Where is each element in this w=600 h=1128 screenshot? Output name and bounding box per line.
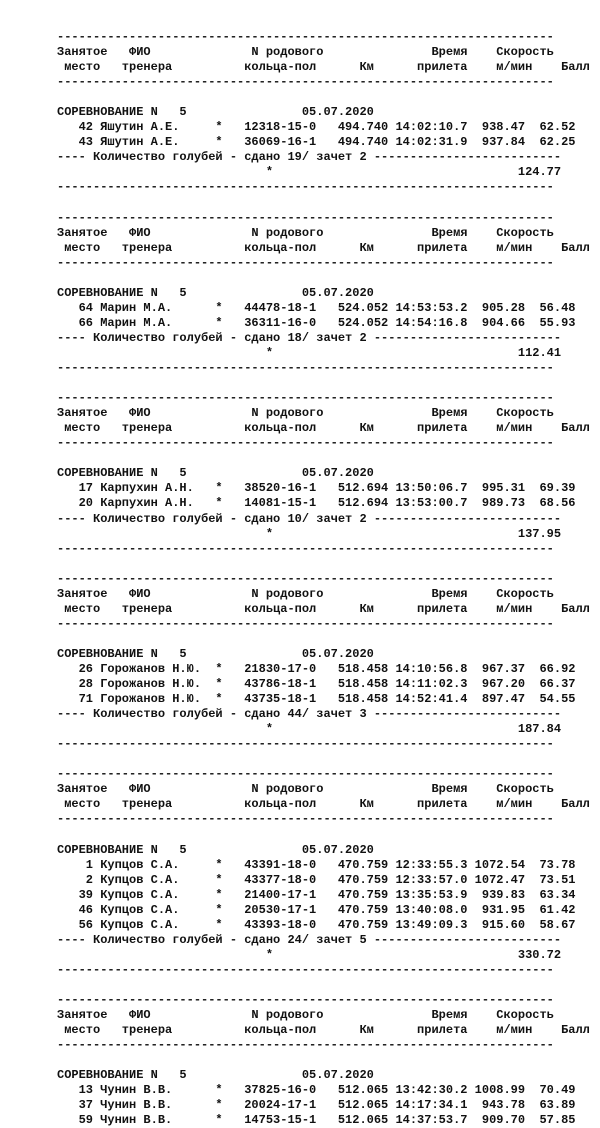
column-header-2: место тренера кольца-пол Км прилета м/мин Балл <box>57 797 590 812</box>
blank-line <box>57 196 590 211</box>
competition-title: СОРЕВНОВАНИЕ N 5 05.07.2020 <box>57 285 374 300</box>
blank-line <box>57 451 590 466</box>
group-total: * 137.95 <box>57 526 562 541</box>
group-total: * 330.72 <box>57 947 562 962</box>
result-row: 42 Яшутин А.Е. * 12318-15-0 494.740 14:02:10.7 938.47 62.52 <box>57 120 576 135</box>
group-summary: ---- Количество голубей - сдано 19/ зачет 2 -------------------------- <box>57 150 562 165</box>
competition-title: СОРЕВНОВАНИЕ N 5 05.07.2020 <box>57 1068 374 1083</box>
results-report <box>57 30 590 1128</box>
blank-line <box>57 978 590 993</box>
separator-rule: --------------------------------------------------------------------- <box>57 30 554 44</box>
column-header-1: Занятое ФИО N родового Время Скорость <box>57 782 554 797</box>
separator-rule: --------------------------------------------------------------------- <box>57 993 554 1007</box>
result-row: 13 Чунин В.В. * 37825-16-0 512.065 13:42:30.2 1008.99 70.49 <box>57 1083 576 1098</box>
blank-line <box>57 557 590 572</box>
result-row: 56 Купцов С.А. * 43393-18-0 470.759 13:49:09.3 915.60 58.67 <box>57 917 576 932</box>
blank-line <box>57 90 590 105</box>
column-header-1: Занятое ФИО N родового Время Скорость <box>57 406 554 421</box>
competition-title: СОРЕВНОВАНИЕ N 5 05.07.2020 <box>57 646 374 661</box>
result-row: 20 Карпухин А.Н. * 14081-15-1 512.694 13:53:00.7 989.73 68.56 <box>57 496 576 511</box>
separator-rule: --------------------------------------------------------------------- <box>57 962 554 977</box>
separator-rule: --------------------------------------------------------------------- <box>57 1038 554 1053</box>
column-header-1: Занятое ФИО N родового Время Скорость <box>57 225 554 240</box>
result-row: 43 Яшутин А.Е. * 36069-16-1 494.740 14:02:31.9 937.84 62.25 <box>57 135 576 150</box>
result-row: 37 Чунин В.В. * 20024-17-1 512.065 14:17:34.1 943.78 63.89 <box>57 1098 576 1113</box>
separator-rule: --------------------------------------------------------------------- <box>57 210 554 225</box>
column-header-2: место тренера кольца-пол Км прилета м/мин Балл <box>57 601 590 616</box>
blank-line <box>57 376 590 391</box>
separator-rule: --------------------------------------------------------------------- <box>57 361 554 376</box>
competition-title: СОРЕВНОВАНИЕ N 5 05.07.2020 <box>57 842 374 857</box>
separator-rule: --------------------------------------------------------------------- <box>57 812 554 827</box>
separator-rule: --------------------------------------------------------------------- <box>57 75 554 90</box>
group-summary: ---- Количество голубей - сдано 18/ зачет 2 -------------------------- <box>57 330 562 345</box>
result-row: 59 Чунин В.В. * 14753-15-1 512.065 14:37:53.7 909.70 57.85 <box>57 1113 576 1128</box>
separator-rule: --------------------------------------------------------------------- <box>57 541 554 556</box>
group-total: * 112.41 <box>57 345 562 360</box>
column-header-2: место тренера кольца-пол Км прилета м/мин Балл <box>57 421 590 436</box>
result-row: 1 Купцов С.А. * 43391-18-0 470.759 12:33:55.3 1072.54 73.78 <box>57 857 576 872</box>
result-row: 46 Купцов С.А. * 20530-17-1 470.759 13:40:08.0 931.95 61.42 <box>57 902 576 917</box>
group-total: * 124.77 <box>57 165 562 180</box>
group-summary: ---- Количество голубей - сдано 10/ зачет 2 -------------------------- <box>57 511 562 526</box>
separator-rule: --------------------------------------------------------------------- <box>57 737 554 752</box>
column-header-2: место тренера кольца-пол Км прилета м/мин Балл <box>57 240 590 255</box>
result-row: 26 Горожанов Н.Ю. * 21830-17-0 518.458 14:10:56.8 967.37 66.92 <box>57 661 576 676</box>
blank-line <box>57 1053 590 1068</box>
separator-rule: --------------------------------------------------------------------- <box>57 616 554 631</box>
separator-rule: --------------------------------------------------------------------- <box>57 391 554 406</box>
column-header-1: Занятое ФИО N родового Время Скорость <box>57 586 554 601</box>
column-header-2: место тренера кольца-пол Км прилета м/мин Балл <box>57 1023 590 1038</box>
separator-rule: --------------------------------------------------------------------- <box>57 255 554 270</box>
group-summary: ---- Количество голубей - сдано 44/ зачет 3 -------------------------- <box>57 707 562 722</box>
result-row: 66 Марин М.А. * 36311-16-0 524.052 14:54:16.8 904.66 55.93 <box>57 315 576 330</box>
result-row: 17 Карпухин А.Н. * 38520-16-1 512.694 13:50:06.7 995.31 69.39 <box>57 481 576 496</box>
column-header-2: место тренера кольца-пол Км прилета м/мин Балл <box>57 60 590 75</box>
competition-title: СОРЕВНОВАНИЕ N 5 05.07.2020 <box>57 105 374 120</box>
result-row: 39 Купцов С.А. * 21400-17-1 470.759 13:35:53.9 939.83 63.34 <box>57 887 576 902</box>
group-summary: ---- Количество голубей - сдано 24/ зачет 5 -------------------------- <box>57 932 562 947</box>
column-header-1: Занятое ФИО N родового Время Скорость <box>57 1008 554 1023</box>
column-header-1: Занятое ФИО N родового Время Скорость <box>57 45 554 60</box>
separator-rule: --------------------------------------------------------------------- <box>57 436 554 451</box>
result-row: 28 Горожанов Н.Ю. * 43786-18-1 518.458 14:11:02.3 967.20 66.37 <box>57 677 576 692</box>
result-row: 71 Горожанов Н.Ю. * 43735-18-1 518.458 14:52:41.4 897.47 54.55 <box>57 692 576 707</box>
blank-line <box>57 632 590 647</box>
group-total: * 187.84 <box>57 722 562 737</box>
result-row: 2 Купцов С.А. * 43377-18-0 470.759 12:33:57.0 1072.47 73.51 <box>57 872 576 887</box>
separator-rule: --------------------------------------------------------------------- <box>57 767 554 782</box>
blank-line <box>57 752 590 767</box>
blank-line <box>57 271 590 286</box>
result-row: 64 Марин М.А. * 44478-18-1 524.052 14:53:53.2 905.28 56.48 <box>57 300 576 315</box>
blank-line <box>57 827 590 842</box>
separator-rule: --------------------------------------------------------------------- <box>57 571 554 586</box>
competition-title: СОРЕВНОВАНИЕ N 5 05.07.2020 <box>57 466 374 481</box>
separator-rule: --------------------------------------------------------------------- <box>57 180 554 195</box>
